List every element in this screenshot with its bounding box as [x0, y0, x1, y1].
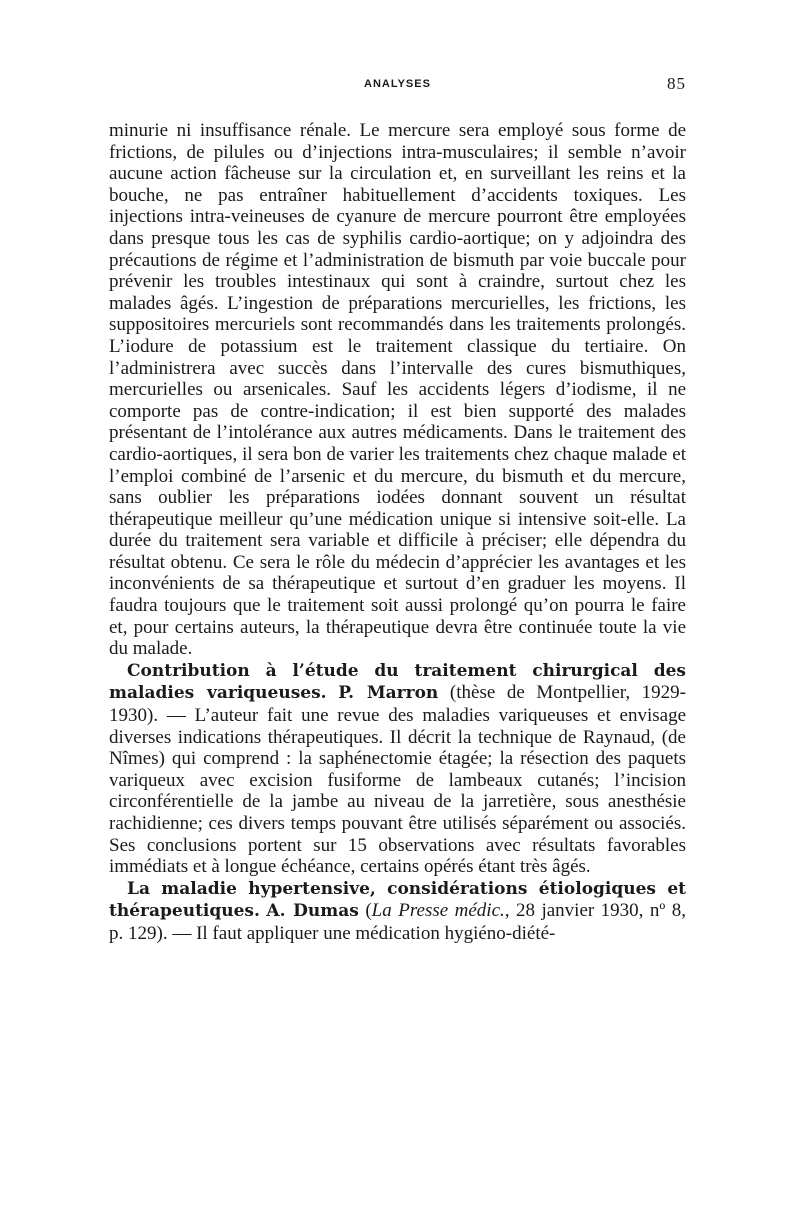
- review-entry-dumas: [109, 878, 686, 945]
- paragraph-continuation: minurie ni insuffisance rénale. Le mercure sera employé sous forme de frictions, de pilules ou d’injections intra-musculaires; il semble n’avoir aucune action fâcheuse sur la circulation et, en surveillant les reins et la bouche, ne pas entraîner habituellement d’accidents toxiques. Les injections intra-veineuses de cyanure de mercure pourront être employées dans presque tous les cas de syphilis cardio-aortique; on y adjoindra des précautions de régime et l’administration de bismuth par voie buccale pour prévenir les troubles intestinaux qui sont à craindre, surtout chez les malades âgés. L’ingestion de préparations mercurielles, les frictions, les suppositoires mercuriels sont recommandés dans les traitements prolongés. L’iodure de potassium est le traitement classique du tertiaire. On l’administrera avec succès dans l’intervalle des cures bismuthiques, mercurielles ou arsenicales. Sauf les accidents légers d’iodisme, il ne comporte pas de contre-indication; il est bien supporté des malades présentant de l’intolérance aux autres médicaments. Dans le traitement des cardio-aortiques, il sera bon de varier les traitements chez chaque malade et l’emploi combiné de l’arsenic et du mercure, du bismuth et du mercure, sans oublier les préparations iodées donnant souvent un résultat thérapeutique meilleur qu’une médication unique si intensive soit-elle. La durée du traitement sera variable et difficile à préciser; elle dépendra du résultat obtenu. Ce sera le rôle du médecin d’apprécier les avantages et les inconvénients de sa thérapeutique et surtout d’en graduer les moyens. Il faudra toujours que le traitement soit aussi prolongé qu’on pourra le faire et, pour certains auteurs, la thérapeutique devra être continuée toute la vie du malade.: [109, 120, 686, 660]
- entry-journal: La Presse médic.: [371, 900, 505, 922]
- page: [109, 72, 686, 945]
- entry-citation-rest: , 28 janvier 1930, nº 8, p. 129).: [109, 900, 687, 944]
- page-number: 85: [667, 74, 686, 93]
- running-header: [109, 72, 686, 96]
- entry-title: Contribution à l’étude du traitement chirurgical des maladies variqueuses.: [109, 660, 686, 704]
- entry-author: P. Marron: [338, 683, 439, 704]
- entry-citation-open: (: [365, 900, 372, 922]
- running-title: ANALYSES: [364, 78, 431, 90]
- entry-text: — L’auteur fait une revue des maladies variqueuses et envisage diverses indications thérapeutiques. Il décrit la technique de Raynaud, (de Nîmes) qui comprend : la saphénectomie étagée; la résection des paquets variqueux avec excision fusiforme de lambeaux cutanés; l’incision circonférentielle de la jambe au niveau de la jarretière, sous anesthésie rachidienne; ces divers temps pouvant être utilisés séparément ou associés. Ses conclusions portent sur 15 observations avec résultats favorables immédiats et à longue échéance, certains opérés étant très âgés.: [109, 705, 687, 878]
- review-entry-marron: [109, 660, 686, 878]
- entry-author: A. Dumas: [266, 901, 359, 922]
- entry-text: — Il faut appliquer une médication hygiéno-diété-: [172, 922, 556, 944]
- entry-title: La maladie hypertensive, considérations étiologiques et thérapeutiques.: [109, 878, 686, 922]
- article-body: [109, 120, 686, 945]
- entry-citation: (thèse de Montpellier, 1929-1930).: [109, 682, 687, 727]
